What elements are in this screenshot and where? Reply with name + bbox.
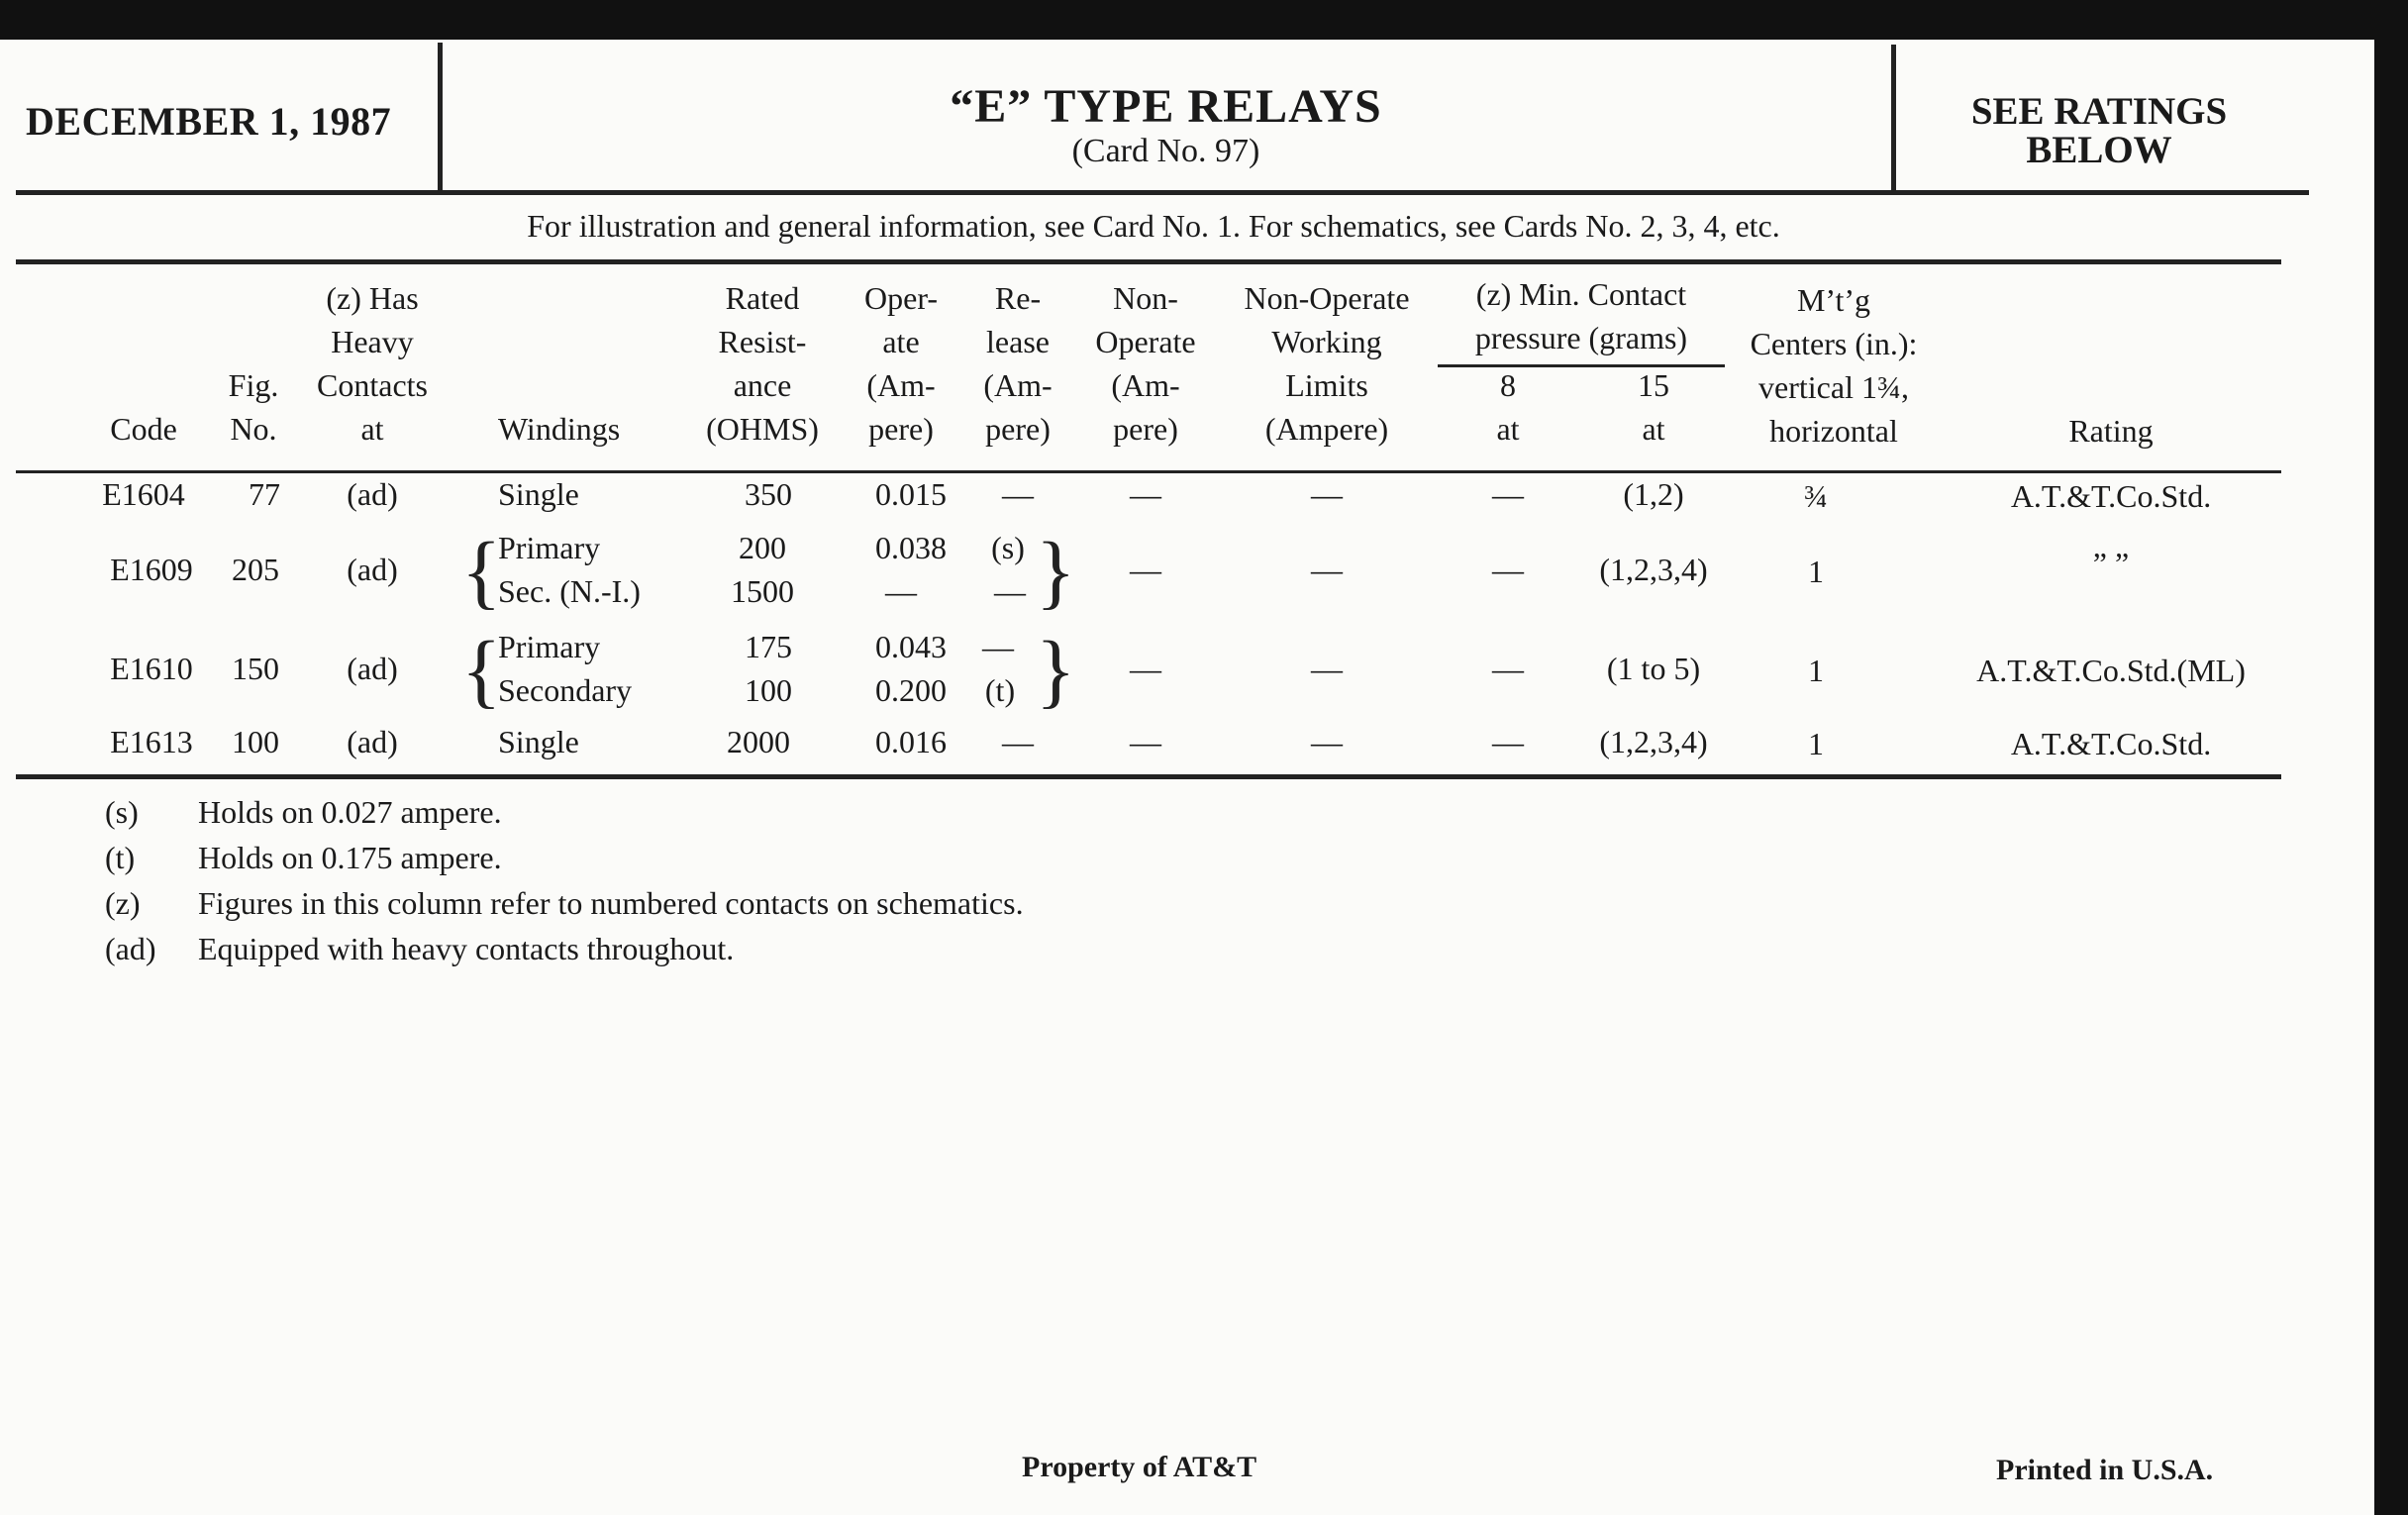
cell-mtg: 1 xyxy=(1808,554,1824,589)
cell-fig: 77 xyxy=(249,476,280,512)
cell-release: — xyxy=(1002,724,1034,759)
col-release-4: pere) xyxy=(985,411,1051,447)
cell-operate: 0.038 xyxy=(875,530,947,565)
cell-heavy: (ad) xyxy=(347,552,398,587)
col-p15-1: 15 xyxy=(1638,367,1669,403)
right-brace: } xyxy=(1036,625,1076,717)
right-brace: } xyxy=(1036,526,1076,618)
col-nonop-3: (Am- xyxy=(1111,367,1180,403)
cell-mtg: 1 xyxy=(1808,726,1824,761)
cell-nonoperate: — xyxy=(1130,724,1161,759)
col-operate-3: (Am- xyxy=(866,367,936,403)
cell-release: — xyxy=(994,573,1026,609)
cell-limits: — xyxy=(1311,476,1343,512)
cell-rating: A.T.&T.Co.Std. xyxy=(2010,478,2212,514)
cell-operate: 0.200 xyxy=(875,672,947,708)
col-limits-1: Non-Operate xyxy=(1244,280,1410,316)
cell-fig: 205 xyxy=(232,552,279,587)
col-nonop-4: pere) xyxy=(1113,411,1178,447)
col-resist-3: ance xyxy=(733,367,792,403)
cell-rating: A.T.&T.Co.Std.(ML) xyxy=(1976,653,2246,688)
cell-fig: 100 xyxy=(232,724,279,759)
cell-p15: (1,2) xyxy=(1623,476,1684,512)
cell-code: E1609 xyxy=(110,552,193,587)
col-operate-2: ate xyxy=(882,324,920,359)
cell-resistance: 2000 xyxy=(727,724,790,759)
cell-code: E1610 xyxy=(110,651,193,686)
cell-p8: — xyxy=(1492,476,1524,512)
col-mtg-4: horizontal xyxy=(1769,413,1898,449)
col-resist-4: (OHMS) xyxy=(706,411,819,447)
cell-operate: 0.015 xyxy=(875,476,947,512)
general-info-line: For illustration and general information, see Card No. 1. For schematics, see Cards No. 2, 3, 4, etc. xyxy=(527,208,1780,244)
col-resist-1: Rated xyxy=(725,280,800,316)
left-brace: { xyxy=(461,625,502,717)
footnote-mark: (ad) xyxy=(105,931,156,966)
footnote-mark: (t) xyxy=(105,840,136,875)
cell-nonoperate: — xyxy=(1130,552,1161,587)
cell-winding: Primary xyxy=(498,629,601,664)
cell-mtg: 1 xyxy=(1808,653,1824,688)
cell-release: — xyxy=(1002,476,1034,512)
pressure-rule xyxy=(1438,364,1725,367)
cell-resistance: 200 xyxy=(739,530,786,565)
see-ratings-line2: BELOW xyxy=(2026,129,2172,171)
cell-mtg: ¾ xyxy=(1804,478,1828,514)
col-operate-4: pere) xyxy=(868,411,934,447)
cell-limits: — xyxy=(1311,552,1343,587)
cell-rating: ” ” xyxy=(2092,546,2130,581)
cell-winding: Single xyxy=(498,476,579,512)
cell-limits: — xyxy=(1311,724,1343,759)
footnote-mark: (s) xyxy=(105,794,139,830)
cell-operate: — xyxy=(885,573,917,609)
cell-code: E1613 xyxy=(110,724,193,759)
info-rule xyxy=(16,259,2281,264)
col-limits-2: Working xyxy=(1271,324,1382,359)
see-ratings-line1: SEE RATINGS xyxy=(1970,90,2228,133)
col-release-3: (Am- xyxy=(983,367,1053,403)
col-p8-1: 8 xyxy=(1500,367,1516,403)
col-limits-4: (Ampere) xyxy=(1264,411,1389,447)
cell-resistance: 175 xyxy=(745,629,792,664)
cell-limits: — xyxy=(1311,651,1343,686)
col-nonop-2: Operate xyxy=(1095,324,1196,359)
col-heavy-2: Heavy xyxy=(331,324,414,359)
col-pressure-1: (z) Min. Contact xyxy=(1475,276,1687,312)
cell-winding: Sec. (N.-I.) xyxy=(498,573,641,609)
table-bottom-rule xyxy=(16,774,2281,779)
col-code: Code xyxy=(110,411,177,447)
cell-heavy: (ad) xyxy=(347,476,398,512)
col-mtg-1: M’t’g xyxy=(1796,282,1871,318)
cell-winding: Primary xyxy=(498,530,601,565)
cell-winding: Single xyxy=(498,724,579,759)
col-fig-2: No. xyxy=(230,411,277,447)
cell-p15: (1 to 5) xyxy=(1606,651,1701,686)
col-pressure-2: pressure (grams) xyxy=(1474,320,1688,355)
footnote-text: Figures in this column refer to numbered contacts on schematics. xyxy=(198,885,1024,921)
col-p15-2: at xyxy=(1642,411,1665,447)
card-title-block xyxy=(441,81,1891,170)
col-windings: Windings xyxy=(498,411,621,447)
printed-notice: Printed in U.S.A. xyxy=(1996,1454,2214,1486)
cell-p8: — xyxy=(1492,552,1524,587)
footnote-text: Equipped with heavy contacts throughout. xyxy=(198,931,735,966)
footnote-text: Holds on 0.027 ampere. xyxy=(198,794,502,830)
card-title: “E” TYPE RELAYS xyxy=(950,80,1382,133)
cell-p8: — xyxy=(1492,651,1524,686)
header-rule xyxy=(16,190,2309,195)
see-ratings-note xyxy=(1896,92,2302,169)
col-rating: Rating xyxy=(2068,413,2154,449)
cell-rating: A.T.&T.Co.Std. xyxy=(2010,726,2212,761)
col-heavy-4: at xyxy=(360,411,384,447)
cell-code: E1604 xyxy=(102,476,185,512)
card-date: DECEMBER 1, 1987 xyxy=(26,99,392,144)
cell-release: — xyxy=(982,629,1014,664)
cell-resistance: 1500 xyxy=(731,573,794,609)
cell-nonoperate: — xyxy=(1130,476,1161,512)
col-release-1: Re- xyxy=(994,280,1042,316)
card-number: (Card No. 97) xyxy=(1071,133,1260,169)
left-brace: { xyxy=(461,526,502,618)
cell-p15: (1,2,3,4) xyxy=(1599,552,1708,587)
footnote-text: Holds on 0.175 ampere. xyxy=(198,840,502,875)
cell-nonoperate: — xyxy=(1130,651,1161,686)
cell-release: (s) xyxy=(991,530,1025,565)
cell-resistance: 100 xyxy=(745,672,792,708)
col-fig-1: Fig. xyxy=(228,367,279,403)
cell-release: (t) xyxy=(984,672,1016,708)
footnote-mark: (z) xyxy=(105,885,141,921)
cell-operate: 0.016 xyxy=(875,724,947,759)
col-limits-3: Limits xyxy=(1285,367,1368,403)
cell-p8: — xyxy=(1492,724,1524,759)
col-mtg-3: vertical 1¾, xyxy=(1758,369,1909,405)
col-p8-2: at xyxy=(1496,411,1520,447)
cell-heavy: (ad) xyxy=(347,724,398,759)
cell-winding: Secondary xyxy=(498,672,633,708)
col-heavy-1: (z) Has xyxy=(326,280,419,316)
relay-card xyxy=(0,40,2374,1515)
col-mtg-2: Centers (in.): xyxy=(1750,326,1918,361)
cell-operate: 0.043 xyxy=(875,629,947,664)
col-nonop-1: Non- xyxy=(1113,280,1178,316)
col-operate-1: Oper- xyxy=(864,280,938,316)
cell-resistance: 350 xyxy=(745,476,792,512)
cell-p15: (1,2,3,4) xyxy=(1599,724,1708,759)
property-notice: Property of AT&T xyxy=(1022,1451,1257,1483)
col-heavy-3: Contacts xyxy=(317,367,428,403)
col-resist-2: Resist- xyxy=(718,324,807,359)
cell-fig: 150 xyxy=(232,651,279,686)
col-release-2: lease xyxy=(986,324,1050,359)
cell-heavy: (ad) xyxy=(347,651,398,686)
